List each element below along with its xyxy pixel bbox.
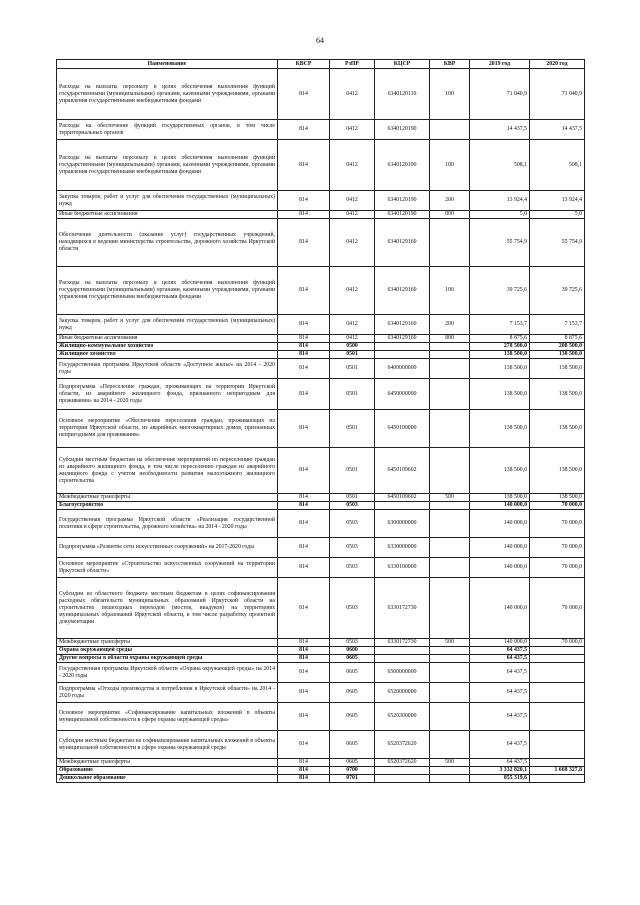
cell-kvr: 500	[430, 639, 470, 647]
cell-kvr	[430, 379, 470, 410]
cell-name: Образование	[57, 767, 278, 775]
cell-kvr	[430, 538, 470, 558]
cell-kvr	[430, 767, 470, 775]
cell-name: Закупка товаров, работ и услуг для обеспечения государственных (муниципальных) нужд	[57, 191, 278, 211]
cell-kvr: 500	[430, 494, 470, 502]
cell-kvr: 200	[430, 315, 470, 335]
cell-name: Расходы на обеспечение функций государственных органов, в том числе территориальных органов	[57, 120, 278, 140]
cell-2019: 39 725,6	[470, 267, 530, 315]
table-row	[57, 267, 585, 315]
cell-kvsr: 814	[278, 219, 330, 267]
cell-kcsr: 6330100000	[375, 558, 430, 578]
table-row	[57, 140, 585, 191]
cell-2020: 13 924,4	[530, 191, 585, 211]
cell-kvsr: 814	[278, 140, 330, 191]
cell-2019: 508,1	[470, 140, 530, 191]
cell-rzpr: 0501	[330, 494, 375, 502]
cell-name: Субсидии местным бюджетам на обеспечение мероприятий по переселению граждан из аварийного жилищного фонда, в том числе переселению граждан из аварийного жилищного фонда с учетом необходимости развития малоэтажного жилищного строительства	[57, 448, 278, 494]
cell-rzpr: 0503	[330, 510, 375, 538]
cell-kcsr: 6520372620	[375, 731, 430, 759]
cell-2019: 140 000,0	[470, 538, 530, 558]
cell-rzpr: 0605	[330, 759, 375, 767]
cell-kcsr	[375, 647, 430, 655]
cell-kvr: 100	[430, 69, 470, 120]
table-row	[57, 683, 585, 703]
cell-2019: 140 000,0	[470, 558, 530, 578]
cell-rzpr: 0503	[330, 502, 375, 510]
cell-kvr	[430, 219, 470, 267]
cell-kvsr: 814	[278, 410, 330, 448]
table-row	[57, 494, 585, 502]
cell-kvsr: 814	[278, 448, 330, 494]
cell-rzpr: 0605	[330, 663, 375, 683]
cell-2019: 138 500,0	[470, 359, 530, 379]
table-row	[57, 335, 585, 343]
cell-2019: 138 500,0	[470, 379, 530, 410]
cell-2020	[530, 683, 585, 703]
cell-2020: 138 500,0	[530, 448, 585, 494]
table-row	[57, 211, 585, 219]
cell-kcsr: 6450000000	[375, 379, 430, 410]
cell-2020: 1 668 327,8	[530, 767, 585, 775]
cell-rzpr: 0412	[330, 191, 375, 211]
cell-name: Подпрограмма «Переселение граждан, проживающих на территории Иркутской области, из аварийного жилищного фонда, признанного непригодным для проживания» на 2014 - 2020 годы	[57, 379, 278, 410]
cell-kvr	[430, 578, 470, 639]
cell-name: Подпрограмма «Развитие сети искусственных сооружений» на 2017-2020 годы	[57, 538, 278, 558]
cell-2020	[530, 655, 585, 663]
cell-name: Благоустройство	[57, 502, 278, 510]
cell-kvsr: 814	[278, 510, 330, 538]
cell-kvsr: 814	[278, 639, 330, 647]
cell-2019: 64 437,5	[470, 731, 530, 759]
cell-2020: 70 000,0	[530, 578, 585, 639]
cell-kcsr: 6340129160	[375, 267, 430, 315]
cell-kcsr: 6520372620	[375, 759, 430, 767]
cell-kvr: 200	[430, 191, 470, 211]
cell-kvsr: 814	[278, 359, 330, 379]
cell-name: Государственная программа Иркутской области «Реализация государственной политики в сфере строительства, дорожного хозяйства» на 2014 - 2020 годы	[57, 510, 278, 538]
cell-name: Дошкольное образование	[57, 775, 278, 783]
cell-rzpr: 0412	[330, 335, 375, 343]
cell-kcsr: 6520000000	[375, 683, 430, 703]
table-row	[57, 120, 585, 140]
cell-rzpr: 0701	[330, 775, 375, 783]
cell-rzpr: 0503	[330, 538, 375, 558]
cell-kvr: 100	[430, 267, 470, 315]
cell-kcsr: 6330172730	[375, 639, 430, 647]
cell-rzpr: 0412	[330, 120, 375, 140]
cell-2019: 8 875,6	[470, 335, 530, 343]
table-row	[57, 69, 585, 120]
cell-name: Основное мероприятие «Обеспечение переселения граждан, проживающих на территории Иркутской области, из аварийных многоквартирных домов, признанных непригодными для проживания»	[57, 410, 278, 448]
cell-kcsr	[375, 767, 430, 775]
cell-rzpr: 0500	[330, 343, 375, 351]
cell-kvsr: 814	[278, 767, 330, 775]
cell-2020: 70 000,0	[530, 510, 585, 538]
header-name: Наименование	[57, 60, 278, 69]
cell-kvsr: 814	[278, 351, 330, 359]
cell-2019: 140 000,0	[470, 502, 530, 510]
cell-2020	[530, 759, 585, 767]
cell-2020: 508,1	[530, 140, 585, 191]
cell-2019: 64 437,5	[470, 759, 530, 767]
cell-kcsr: 6340120190	[375, 211, 430, 219]
header-kvsr: КВСР	[278, 60, 330, 69]
cell-kvr	[430, 502, 470, 510]
cell-2019: 55 754,9	[470, 219, 530, 267]
cell-2019: 3 332 820,1	[470, 767, 530, 775]
cell-rzpr: 0412	[330, 315, 375, 335]
cell-rzpr: 0605	[330, 703, 375, 731]
cell-2020: 70 000,0	[530, 639, 585, 647]
cell-2020: 138 500,0	[530, 410, 585, 448]
cell-2019: 278 500,0	[470, 343, 530, 351]
table-row	[57, 379, 585, 410]
table-header-row	[57, 60, 585, 69]
cell-kvr	[430, 343, 470, 351]
cell-2020: 70 000,0	[530, 538, 585, 558]
table-row	[57, 343, 585, 351]
cell-kvsr: 814	[278, 211, 330, 219]
cell-kvr	[430, 359, 470, 379]
cell-kvsr: 814	[278, 191, 330, 211]
cell-kcsr	[375, 655, 430, 663]
cell-name: Расходы на выплаты персоналу в целях обеспечения выполнения функций государственными (муниципальными) органами, казенными учреждениями, органами управления государственными внебюджетными фондами	[57, 69, 278, 120]
cell-kvr	[430, 647, 470, 655]
cell-rzpr: 0700	[330, 767, 375, 775]
cell-name: Обеспечение деятельности (оказание услуг) государственных учреждений, находящихся в ведении министерства строительства, дорожного хозяйства Иркутской области	[57, 219, 278, 267]
header-rzpr: РзПР	[330, 60, 375, 69]
cell-kvsr: 814	[278, 663, 330, 683]
cell-2020: 5,0	[530, 211, 585, 219]
cell-rzpr: 0412	[330, 69, 375, 120]
table-row	[57, 767, 585, 775]
cell-2019: 71 040,9	[470, 69, 530, 120]
cell-name: Закупка товаров, работ и услуг для обеспечения государственных (муниципальных) нужд	[57, 315, 278, 335]
cell-rzpr: 0503	[330, 558, 375, 578]
cell-2019: 138 500,0	[470, 410, 530, 448]
cell-kvr	[430, 683, 470, 703]
cell-kvr: 100	[430, 140, 470, 191]
table-row	[57, 448, 585, 494]
table-row	[57, 558, 585, 578]
table-row	[57, 639, 585, 647]
table-row	[57, 191, 585, 211]
cell-name: Иные бюджетные ассигнования	[57, 335, 278, 343]
cell-kvr: 800	[430, 335, 470, 343]
cell-kcsr: 6300000000	[375, 510, 430, 538]
table-row	[57, 759, 585, 767]
cell-kvr	[430, 655, 470, 663]
cell-2019: 138 500,0	[470, 351, 530, 359]
cell-2020	[530, 775, 585, 783]
cell-name: Государственная программа Иркутской области «Доступное жилье» на 2014 - 2020 годы	[57, 359, 278, 379]
table-row	[57, 775, 585, 783]
cell-name: Жилищно-коммунальное хозяйство	[57, 343, 278, 351]
table-row	[57, 538, 585, 558]
cell-name: Основное мероприятие «Строительство искусственных сооружений на территории Иркутской области»	[57, 558, 278, 578]
cell-2019: 5,0	[470, 211, 530, 219]
cell-name: Расходы на выплаты персоналу в целях обеспечения выполнения функций государственными (муниципальными) органами, казенными учреждениями, органами управления государственными внебюджетными фондами	[57, 140, 278, 191]
cell-2020: 70 000,0	[530, 558, 585, 578]
cell-2020: 138 500,0	[530, 359, 585, 379]
cell-2019: 13 924,4	[470, 191, 530, 211]
cell-kvr	[430, 558, 470, 578]
cell-2020	[530, 647, 585, 655]
table-row	[57, 502, 585, 510]
cell-2020	[530, 731, 585, 759]
cell-2019: 855 319,6	[470, 775, 530, 783]
cell-2020: 138 500,0	[530, 494, 585, 502]
cell-name: Иные бюджетные ассигнования	[57, 211, 278, 219]
cell-kcsr: 6340120190	[375, 140, 430, 191]
cell-2020: 70 000,0	[530, 502, 585, 510]
cell-kvr	[430, 448, 470, 494]
header-kvr: КВР	[430, 60, 470, 69]
cell-2020: 7 153,7	[530, 315, 585, 335]
cell-rzpr: 0605	[330, 683, 375, 703]
cell-name: Государственная программа Иркутской области «Охрана окружающей среды» на 2014 - 2020 годы	[57, 663, 278, 683]
cell-kvr: 500	[430, 759, 470, 767]
cell-kvsr: 814	[278, 731, 330, 759]
cell-kvsr: 814	[278, 655, 330, 663]
cell-2020: 14 437,5	[530, 120, 585, 140]
cell-kcsr: 6340120190	[375, 191, 430, 211]
cell-rzpr: 0412	[330, 267, 375, 315]
cell-2019: 138 500,0	[470, 494, 530, 502]
cell-kvr	[430, 703, 470, 731]
cell-2020: 208 500,0	[530, 343, 585, 351]
header-2019: 2019 год	[470, 60, 530, 69]
header-kcsr: КЦСР	[375, 60, 430, 69]
cell-2019: 140 000,0	[470, 578, 530, 639]
table-row	[57, 510, 585, 538]
table-row	[57, 410, 585, 448]
cell-kcsr	[375, 775, 430, 783]
cell-2019: 7 153,7	[470, 315, 530, 335]
cell-rzpr: 0412	[330, 140, 375, 191]
cell-rzpr: 0501	[330, 410, 375, 448]
cell-kcsr: 6330000000	[375, 538, 430, 558]
cell-kvsr: 814	[278, 120, 330, 140]
cell-kcsr: 6500000000	[375, 663, 430, 683]
cell-kvr	[430, 510, 470, 538]
cell-kvr	[430, 351, 470, 359]
cell-2019: 64 437,5	[470, 703, 530, 731]
cell-kcsr	[375, 351, 430, 359]
cell-kcsr: 6340129160	[375, 335, 430, 343]
cell-kcsr: 6340120110	[375, 69, 430, 120]
cell-kvsr: 814	[278, 775, 330, 783]
cell-name: Другие вопросы в области охраны окружающей среды	[57, 655, 278, 663]
cell-kvsr: 814	[278, 683, 330, 703]
cell-rzpr: 0501	[330, 448, 375, 494]
cell-2020: 138 500,0	[530, 379, 585, 410]
cell-kvsr: 814	[278, 335, 330, 343]
cell-kvsr: 814	[278, 578, 330, 639]
cell-rzpr: 0605	[330, 655, 375, 663]
table-row	[57, 731, 585, 759]
table-row	[57, 647, 585, 655]
cell-kcsr: 6340120190	[375, 120, 430, 140]
cell-kcsr	[375, 343, 430, 351]
header-2020: 2020 год	[530, 60, 585, 69]
cell-kvsr: 814	[278, 267, 330, 315]
cell-2019: 64 437,5	[470, 683, 530, 703]
cell-kvsr: 814	[278, 494, 330, 502]
cell-kcsr: 6330172730	[375, 578, 430, 639]
cell-rzpr: 0412	[330, 219, 375, 267]
cell-2020: 138 500,0	[530, 351, 585, 359]
table-row	[57, 663, 585, 683]
cell-name: Охрана окружающей среды	[57, 647, 278, 655]
cell-name: Межбюджетные трансферты	[57, 639, 278, 647]
cell-kvsr: 814	[278, 703, 330, 731]
cell-kvsr: 814	[278, 343, 330, 351]
cell-kvsr: 814	[278, 647, 330, 655]
cell-2019: 64 437,5	[470, 647, 530, 655]
cell-kvr	[430, 731, 470, 759]
cell-kvsr: 814	[278, 315, 330, 335]
cell-kvsr: 814	[278, 558, 330, 578]
cell-kcsr: 6340129160	[375, 219, 430, 267]
cell-name: Субсидии из областного бюджета местным бюджетам в целях софинансирования расходных обязательств муниципальных образований Иркутской области на строительство пешеходных переходов (мостов, виадуков) на территориях муниципальных образований Иркутской области, в том числе разработку проектной документации	[57, 578, 278, 639]
cell-kvr	[430, 663, 470, 683]
cell-kvr	[430, 775, 470, 783]
cell-2020: 39 725,6	[530, 267, 585, 315]
cell-name: Расходы на выплаты персоналу в целях обеспечения выполнения функций государственными (муниципальными) органами, казенными учреждениями, органами управления государственными внебюджетными фондами	[57, 267, 278, 315]
cell-2019: 14 437,5	[470, 120, 530, 140]
cell-name: Жилищное хозяйство	[57, 351, 278, 359]
cell-kcsr	[375, 502, 430, 510]
cell-name: Основное мероприятие «Софинансирование капитальных вложений в объекты муниципальной собственности в сфере охраны окружающей среды»	[57, 703, 278, 731]
cell-kvr: 800	[430, 211, 470, 219]
table-row	[57, 351, 585, 359]
table-row	[57, 703, 585, 731]
cell-rzpr: 0503	[330, 578, 375, 639]
cell-rzpr: 0501	[330, 351, 375, 359]
cell-2020: 71 040,9	[530, 69, 585, 120]
cell-rzpr: 0605	[330, 731, 375, 759]
cell-kcsr: 6450109602	[375, 448, 430, 494]
table-row	[57, 578, 585, 639]
table-row	[57, 219, 585, 267]
cell-kvsr: 814	[278, 502, 330, 510]
cell-2019: 64 437,5	[470, 663, 530, 683]
cell-rzpr: 0501	[330, 359, 375, 379]
cell-2019: 140 000,0	[470, 510, 530, 538]
cell-2019: 140 000,0	[470, 639, 530, 647]
cell-kvsr: 814	[278, 759, 330, 767]
cell-2019: 64 437,5	[470, 655, 530, 663]
cell-kcsr: 6520300000	[375, 703, 430, 731]
page-number: 64	[316, 36, 324, 45]
table-row	[57, 315, 585, 335]
cell-kvr	[430, 410, 470, 448]
cell-kvr	[430, 120, 470, 140]
cell-2020	[530, 703, 585, 731]
cell-2020	[530, 663, 585, 683]
cell-rzpr: 0501	[330, 379, 375, 410]
cell-rzpr: 0412	[330, 211, 375, 219]
cell-kcsr: 6340129160	[375, 315, 430, 335]
cell-name: Межбюджетные трансферты	[57, 759, 278, 767]
cell-kvsr: 814	[278, 69, 330, 120]
table-row	[57, 655, 585, 663]
cell-name: Подпрограмма «Отходы производства и потребления в Иркутской области» на 2014 - 2020 годы	[57, 683, 278, 703]
cell-2020: 55 754,9	[530, 219, 585, 267]
cell-rzpr: 0503	[330, 639, 375, 647]
cell-2020: 8 875,6	[530, 335, 585, 343]
cell-rzpr: 0600	[330, 647, 375, 655]
cell-kcsr: 6450100000	[375, 410, 430, 448]
cell-name: Субсидии местным бюджетам на софинансирование капитальных вложений в объекты муниципальной собственности в сфере охраны окружающей среды	[57, 731, 278, 759]
cell-name: Межбюджетные трансферты	[57, 494, 278, 502]
cell-kvsr: 814	[278, 379, 330, 410]
budget-table	[56, 59, 585, 783]
table-row	[57, 359, 585, 379]
cell-kcsr: 6400000000	[375, 359, 430, 379]
cell-kvsr: 814	[278, 538, 330, 558]
cell-kcsr: 6450109602	[375, 494, 430, 502]
cell-2019: 138 500,0	[470, 448, 530, 494]
